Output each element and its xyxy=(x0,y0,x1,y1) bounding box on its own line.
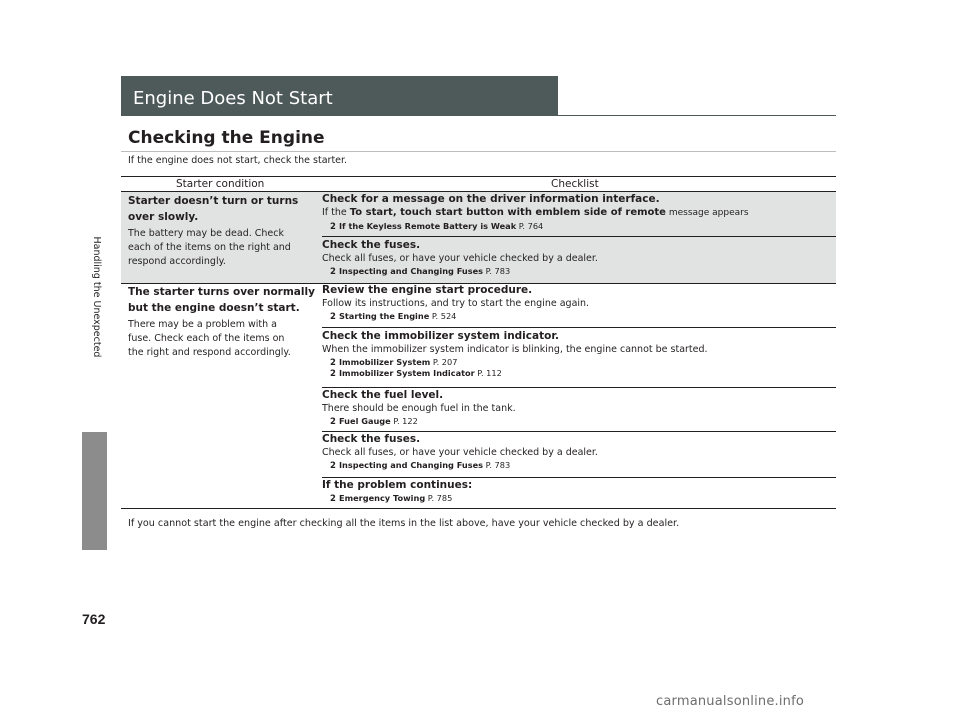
reference-arrow-icon: 2 xyxy=(330,369,336,379)
checklist-item xyxy=(322,479,832,504)
starter-condition-1 xyxy=(128,193,316,269)
cross-reference[interactable]: 2 Starting the Engine P. 524 xyxy=(330,311,457,322)
condition-desc: each of the items on the right and xyxy=(128,242,291,253)
table-bottom-rule xyxy=(121,508,836,509)
check-divider xyxy=(322,431,836,432)
check-divider xyxy=(322,327,836,328)
reference-arrow-icon: 2 xyxy=(330,461,336,471)
watermark: carmanualsonline.info xyxy=(656,694,805,709)
check-desc: Follow its instructions, and try to start the engine again. xyxy=(322,298,590,309)
check-title: If the problem continues: xyxy=(322,479,473,491)
cross-reference[interactable]: 2 Immobilizer System P. 207 xyxy=(330,357,458,368)
checklist-item xyxy=(322,193,832,232)
condition-title: Starter doesn’t turn or turns xyxy=(128,195,299,207)
checklist-item xyxy=(322,433,832,471)
cross-reference[interactable]: 2 Inspecting and Changing Fuses P. 783 xyxy=(330,460,511,471)
check-title: Check the fuses. xyxy=(322,433,421,445)
condition-desc: There may be a problem with a xyxy=(128,319,278,330)
heading-divider xyxy=(121,151,836,152)
check-desc: Check all fuses, or have your vehicle checked by a dealer. xyxy=(322,447,598,458)
cross-reference[interactable]: 2 Immobilizer System Indicator P. 112 xyxy=(330,368,502,379)
check-desc: There should be enough fuel in the tank. xyxy=(322,403,516,414)
check-title: Check the fuses. xyxy=(322,239,421,251)
condition-desc: fuse. Check each of the items on xyxy=(128,333,285,344)
reference-arrow-icon: 2 xyxy=(330,312,336,322)
reference-arrow-icon: 2 xyxy=(330,222,336,232)
check-desc: When the immobilizer system indicator is blinking, the engine cannot be started. xyxy=(322,344,708,355)
checklist-item xyxy=(322,330,832,379)
column-header-starter: Starter condition xyxy=(176,178,265,190)
side-tab-marker xyxy=(82,432,107,550)
section-divider xyxy=(121,115,836,116)
condition-title: but the engine doesn’t start. xyxy=(128,302,300,314)
condition-desc: The battery may be dead. Check xyxy=(128,228,284,239)
page-number: 762 xyxy=(82,611,106,627)
cross-reference[interactable]: 2 Inspecting and Changing Fuses P. 783 xyxy=(330,266,511,277)
check-title: Check the immobilizer system indicator. xyxy=(322,330,559,342)
column-header-checklist: Checklist xyxy=(551,178,599,190)
reference-arrow-icon: 2 xyxy=(330,494,336,504)
cross-reference[interactable]: 2 Fuel Gauge P. 122 xyxy=(330,416,418,427)
check-desc: Check all fuses, or have your vehicle checked by a dealer. xyxy=(322,253,598,264)
reference-arrow-icon: 2 xyxy=(330,417,336,427)
page-heading: Checking the Engine xyxy=(128,128,325,148)
cross-reference[interactable]: 2 If the Keyless Remote Battery is Weak P. 764 xyxy=(330,221,544,232)
condition-title: over slowly. xyxy=(128,211,199,223)
checklist-item xyxy=(322,389,832,427)
section-title: Engine Does Not Start xyxy=(133,88,333,109)
condition-desc: the right and respond accordingly. xyxy=(128,347,291,358)
side-tab-label: Handling the Unexpected xyxy=(91,236,102,358)
intro-text: If the engine does not start, check the starter. xyxy=(128,155,348,166)
check-divider xyxy=(322,387,836,388)
check-title: Check for a message on the driver information interface. xyxy=(322,193,660,205)
reference-arrow-icon: 2 xyxy=(330,358,336,368)
check-desc: If the To start, touch start button with emblem side of remote message appears xyxy=(322,207,749,218)
footer-note: If you cannot start the engine after checking all the items in the list above, have your vehicle checked by a dealer. xyxy=(128,518,680,529)
condition-title: The starter turns over normally xyxy=(128,286,315,298)
checklist-item xyxy=(322,284,832,322)
condition-desc: respond accordingly. xyxy=(128,256,226,267)
starter-condition-2 xyxy=(128,284,318,360)
check-divider xyxy=(322,477,836,478)
checklist-item xyxy=(322,239,832,277)
reference-arrow-icon: 2 xyxy=(330,267,336,277)
check-title: Check the fuel level. xyxy=(322,389,444,401)
table-top-rule xyxy=(121,176,836,177)
check-title: Review the engine start procedure. xyxy=(322,284,533,296)
check-divider xyxy=(322,236,836,237)
cross-reference[interactable]: 2 Emergency Towing P. 785 xyxy=(330,493,453,504)
